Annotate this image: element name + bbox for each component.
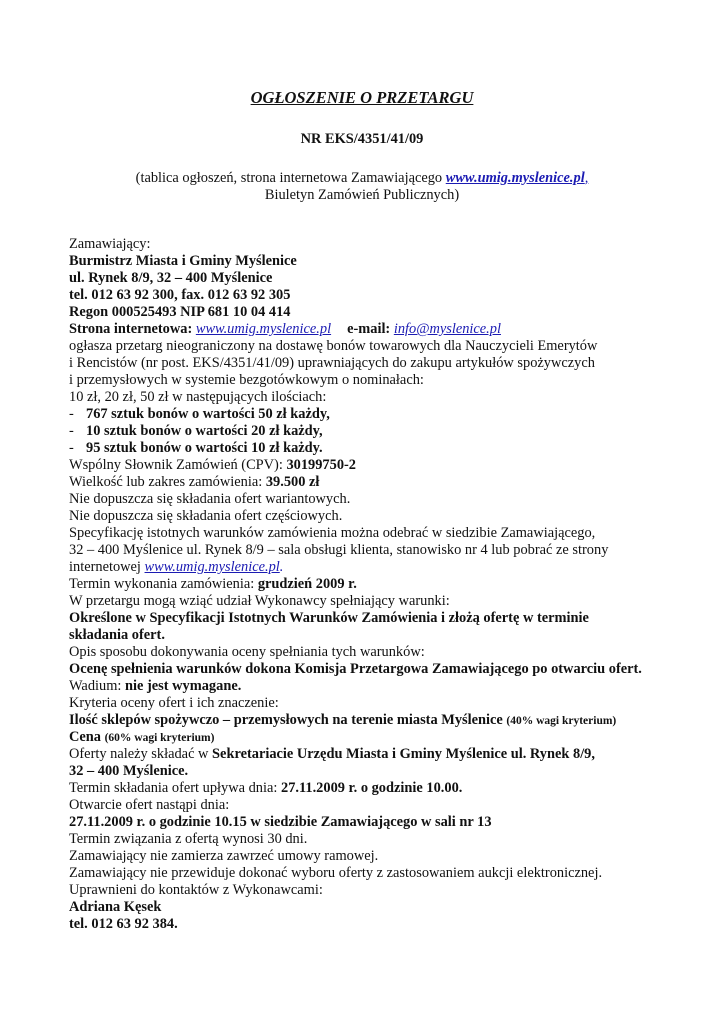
submit-label: Oferty należy składać w (69, 746, 213, 762)
submit-place-2: 32 – 400 Myślenice. (69, 763, 189, 779)
spec-website-link[interactable]: www.umig.myslenice.pl (144, 559, 280, 575)
contracting-phone: tel. 012 63 92 300, fax. 012 63 92 305 (69, 287, 291, 303)
criterion-1 (69, 712, 669, 729)
criterion-1-weight: (40% wagi kryterium) (506, 715, 617, 727)
criterion-2 (69, 729, 669, 746)
email-label: e-mail: (347, 321, 394, 337)
list-dash: - (69, 423, 74, 439)
submit-deadline-value: 27.11.2009 r. o godzinie 10.00. (281, 780, 463, 796)
note-website-link[interactable]: www.umig.myslenice.pl (445, 170, 585, 186)
website-label: Strona internetowa: (69, 321, 196, 337)
conditions-intro: W przetargu mogą wziąć udział Wykonawcy spełniający warunki: (69, 593, 450, 609)
submit-row (69, 746, 669, 763)
binding-period: Termin związania z ofertą wynosi 30 dni. (69, 831, 308, 847)
list-item (69, 423, 669, 440)
deposit-value: nie jest wymagane. (125, 678, 242, 694)
tender-number: NR EKS/4351/41/09 (300, 131, 424, 147)
criteria-label: Kryteria oceny ofert i ich znaczenie: (69, 695, 279, 711)
website-link[interactable]: www.umig.myslenice.pl (195, 321, 332, 337)
conditions-line-2: składania ofert. (69, 627, 165, 643)
criterion-1-text: Ilość sklepów spożywczo – przemysłowych na terenie miasta Myślenice (69, 712, 507, 728)
deadline-row (69, 576, 669, 593)
cpv-code: 30199750-2 (286, 457, 357, 473)
document-body (69, 236, 669, 933)
scope-row (69, 474, 669, 491)
no-variant-offers: Nie dopuszcza się składania ofert wariantowych. (69, 491, 351, 507)
criterion-2-weight: (60% wagi kryterium) (104, 732, 215, 744)
list-dash: - (69, 440, 74, 456)
contracting-name: Burmistrz Miasta i Gminy Myślenice (69, 253, 297, 269)
conditions-line-1: Określone w Specyfikacji Istotnych Warunków Zamówienia i złożą ofertę w terminie (69, 610, 589, 626)
submit-deadline-row (69, 780, 669, 797)
announcement-line-3: i przemysłowych w systemie bezgotówkowym o nominałach: (69, 372, 424, 388)
contracting-regon: Regon 000525493 NIP 681 10 04 414 (69, 304, 291, 320)
document-title: OGŁOSZENIE O PRZETARGU (250, 88, 474, 107)
note-line-2: Biuletyn Zamówień Publicznych) (264, 187, 460, 203)
no-partial-offers: Nie dopuszcza się składania ofert częściowych. (69, 508, 343, 524)
list-item-text: 10 sztuk bonów o wartości 20 zł każdy, (86, 423, 323, 439)
spec-prefix: internetowej (69, 559, 145, 575)
list-item (69, 440, 669, 457)
contact-phone: tel. 012 63 92 384. (69, 916, 178, 932)
spec-line-3 (69, 559, 669, 576)
list-item-text: 767 sztuk bonów o wartości 50 zł każdy, (86, 406, 330, 422)
scope-label: Wielkość lub zakres zamówienia: (69, 474, 266, 490)
spec-period: . (279, 559, 284, 575)
assessment-label: Opis sposobu dokonywania oceny spełniania tych warunków: (69, 644, 425, 660)
contacts-label: Uprawnieni do kontaktów z Wykonawcami: (69, 882, 323, 898)
note-comma: , (584, 170, 589, 186)
publication-note (0, 170, 724, 204)
list-item-text: 95 sztuk bonów o wartości 10 zł każdy. (86, 440, 323, 456)
criterion-2-text: Cena (69, 729, 105, 745)
spec-line-1: Specyfikację istotnych warunków zamówienia można odebrać w siedzibie Zamawiającego, (69, 525, 596, 541)
opening-label: Otwarcie ofert nastąpi dnia: (69, 797, 230, 813)
opening-value: 27.11.2009 r. o godzinie 10.15 w siedzibie Zamawiającego w sali nr 13 (69, 814, 492, 830)
note-prefix: (tablica ogłoszeń, strona internetowa Zamawiającego (135, 170, 446, 186)
submit-place: Sekretariacie Urzędu Miasta i Gminy Myślenice ul. Rynek 8/9, (212, 746, 595, 762)
contracting-label: Zamawiający: (69, 236, 151, 252)
cpv-row (69, 457, 669, 474)
contact-name: Adriana Kęsek (69, 899, 162, 915)
auction-note: Zamawiający nie przewiduje dokonać wyboru oferty z zastosowaniem aukcji elektronicznej. (69, 865, 603, 881)
announcement-line-4: 10 zł, 20 zł, 50 zł w następujących ilościach: (69, 389, 327, 405)
contracting-address: ul. Rynek 8/9, 32 – 400 Myślenice (69, 270, 273, 286)
announcement-line-1: ogłasza przetarg nieograniczony na dostawę bonów towarowych dla Nauczycieli Emerytów (69, 338, 598, 354)
deadline-label: Termin wykonania zamówienia: (69, 576, 258, 592)
deposit-row (69, 678, 669, 695)
list-item (69, 406, 669, 423)
contracting-web-row (69, 321, 669, 338)
email-link[interactable]: info@myslenice.pl (393, 321, 501, 337)
deposit-label: Wadium: (69, 678, 125, 694)
deadline-value: grudzień 2009 r. (257, 576, 357, 592)
announcement-line-2: i Rencistów (nr post. EKS/4351/41/09) uprawniających do zakupu artykułów spożywczych (69, 355, 595, 371)
framework-note: Zamawiający nie zamierza zawrzeć umowy ramowej. (69, 848, 379, 864)
scope-value: 39.500 zł (265, 474, 320, 490)
submit-deadline-label: Termin składania ofert upływa dnia: (69, 780, 281, 796)
spec-line-2: 32 – 400 Myślenice ul. Rynek 8/9 – sala obsługi klienta, stanowisko nr 4 lub pobrać ze strony (69, 542, 609, 558)
cpv-label: Wspólny Słownik Zamówień (CPV): (69, 457, 287, 473)
assessment-text: Ocenę spełnienia warunków dokona Komisja Przetargowa Zamawiającego po otwarciu ofert. (69, 661, 642, 677)
list-dash: - (69, 406, 74, 422)
